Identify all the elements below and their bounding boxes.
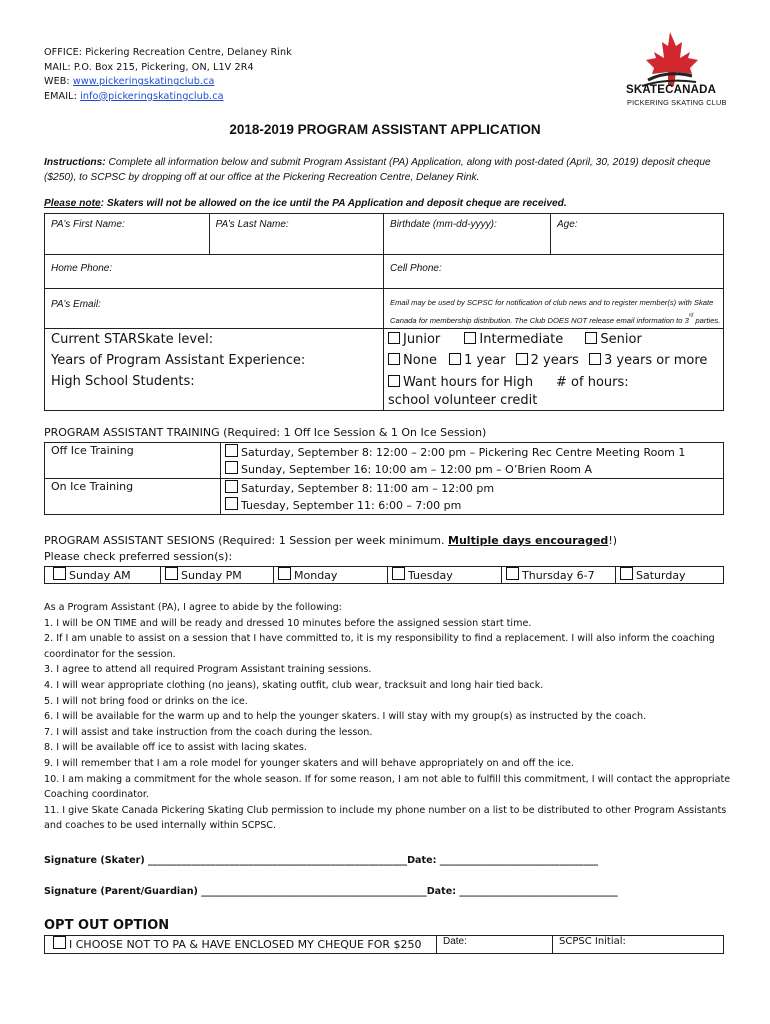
agreement-item: 10. I am making a commitment for the whole season. If for some reason, I am not able to fulfill this commitment, I will contact the appropriate Coaching coordinator. bbox=[44, 773, 731, 801]
birthdate-field[interactable] bbox=[384, 214, 551, 255]
opt-out-choice-label: I CHOOSE NOT TO PA & HAVE ENCLOSED MY CHEQUE FOR $250 bbox=[69, 938, 422, 951]
checkbox-icon[interactable] bbox=[620, 567, 633, 580]
training-heading: PROGRAM ASSISTANT TRAINING (Required: 1 Off Ice Session & 1 On Ice Session) bbox=[44, 426, 487, 439]
sessions-heading-end: !) bbox=[608, 534, 618, 547]
opt-out-initial-label: SCPSC Initial: bbox=[559, 936, 626, 947]
office-address: OFFICE: Pickering Recreation Centre, Delaney Rink bbox=[44, 47, 292, 58]
training-table bbox=[44, 442, 724, 515]
agreement-item: 2. If I am unable to assist on a session that I have committed to, it is my responsibility to find a replacement. I will also inform the coaching coordinator for the session. bbox=[44, 633, 715, 660]
session-tuesday[interactable] bbox=[388, 567, 502, 584]
checkbox-icon[interactable] bbox=[53, 936, 66, 949]
note bbox=[44, 198, 567, 209]
checkbox-icon[interactable] bbox=[516, 353, 528, 365]
experience-label: Years of Program Assistant Experience: bbox=[51, 353, 306, 368]
on-ice-label bbox=[45, 479, 221, 515]
opt-out-table bbox=[44, 935, 724, 954]
experience-options bbox=[388, 353, 723, 374]
option-label: Saturday, September 8: 12:00 – 2:00 pm – Pickering Rec Centre Meeting Room 1 bbox=[241, 446, 686, 459]
agreement-item: 8. I will be available off ice to assist with lacing skates. bbox=[44, 742, 307, 754]
checkbox-icon[interactable] bbox=[165, 567, 178, 580]
off-ice-option-2[interactable] bbox=[225, 461, 723, 478]
first-name-label: PA’s First Name: bbox=[51, 219, 125, 230]
skate-canada-wordmark: SKATECANADA bbox=[626, 84, 717, 96]
option-label: Tuesday, September 11: 6:00 – 7:00 pm bbox=[241, 499, 462, 512]
opt-out-initial-field[interactable] bbox=[553, 936, 724, 954]
opt-out-date-label: Date: bbox=[443, 936, 467, 947]
agreement-item: 6. I will be available for the warm up and to help the younger skaters. I will stay with my group(s) as instructed by the coach. bbox=[44, 711, 647, 723]
checkbox-icon[interactable] bbox=[225, 444, 238, 457]
starskate-option-junior[interactable] bbox=[388, 332, 440, 347]
off-ice-label bbox=[45, 443, 221, 479]
instructions-text: Complete all information below and submit Program Assistant (PA) Application, along with post-dated (April, 30, 2019) deposit cheque ($250), to SCPSC by dropping off at our office at the Pickering Recreation Centre, Delaney Rink. bbox=[44, 157, 711, 183]
experience-option-2-years[interactable] bbox=[516, 353, 579, 368]
sessions-heading-text: PROGRAM ASSISTANT SESIONS (Required: 1 Session per week minimum. bbox=[44, 534, 449, 547]
session-label: Sunday AM bbox=[69, 569, 131, 582]
starskate-level-label: Current STARSkate level: bbox=[51, 332, 214, 347]
page-title: 2018-2019 PROGRAM ASSISTANT APPLICATION bbox=[229, 122, 541, 137]
option-label: Senior bbox=[600, 332, 642, 347]
option-label: Saturday, September 8: 11:00 am – 12:00 pm bbox=[241, 482, 495, 495]
checkbox-icon[interactable] bbox=[506, 567, 519, 580]
hours-label: # of hours: bbox=[556, 375, 629, 390]
last-name-field[interactable] bbox=[209, 214, 384, 255]
first-name-field[interactable] bbox=[45, 214, 210, 255]
session-sunday-am[interactable] bbox=[45, 567, 161, 584]
sessions-subheading: Please check preferred session(s): bbox=[44, 550, 233, 563]
email-note-text: Email may be used by SCPSC for notification of club news and to register member(s) with Skate Canada for membership distribution. The Club DOES NOT release email information to 3 bbox=[390, 298, 714, 325]
checkbox-icon[interactable] bbox=[225, 461, 238, 474]
option-label: Sunday, September 16: 10:00 am – 12:00 pm – O’Brien Room A bbox=[241, 463, 593, 476]
levels-options-cell bbox=[384, 329, 724, 411]
option-label: Want hours for High school volunteer credit bbox=[388, 375, 538, 408]
checkbox-icon[interactable] bbox=[449, 353, 461, 365]
volunteer-credit-option[interactable] bbox=[388, 374, 538, 410]
session-thursday[interactable] bbox=[502, 567, 616, 584]
off-ice-label-text: Off Ice Training bbox=[51, 444, 134, 457]
levels-labels-cell bbox=[45, 329, 384, 411]
starskate-options bbox=[388, 332, 723, 353]
email-line bbox=[44, 90, 292, 105]
opt-out-choice[interactable] bbox=[45, 936, 437, 954]
experience-option-1-year[interactable] bbox=[449, 353, 505, 368]
email-note bbox=[384, 289, 724, 329]
email-label: EMAIL: bbox=[44, 90, 81, 102]
age-label: Age: bbox=[557, 219, 578, 230]
option-label: 1 year bbox=[464, 353, 506, 368]
opt-out-title: OPT OUT OPTION bbox=[44, 918, 170, 933]
agreement-intro: As a Program Assistant (PA), I agree to abide by the following: bbox=[44, 602, 342, 613]
checkbox-icon[interactable] bbox=[589, 353, 601, 365]
off-ice-options bbox=[221, 443, 724, 479]
opt-out-date-field[interactable] bbox=[437, 936, 553, 954]
agreement-item: 5. I will not bring food or drinks on the ice. bbox=[44, 695, 248, 707]
checkbox-icon[interactable] bbox=[388, 375, 400, 387]
web-line bbox=[44, 75, 292, 90]
session-label: Monday bbox=[294, 569, 338, 582]
note-label: Please note bbox=[44, 198, 101, 209]
age-field[interactable] bbox=[551, 214, 724, 255]
checkbox-icon[interactable] bbox=[585, 332, 597, 344]
agreement-list bbox=[44, 600, 734, 834]
cell-phone-field[interactable] bbox=[384, 255, 724, 289]
session-label: Tuesday bbox=[408, 569, 453, 582]
agreement-item: 9. I will remember that I am a role model for younger skaters and will behave appropriately on and off the ice. bbox=[44, 757, 574, 769]
off-ice-option-1[interactable] bbox=[225, 444, 723, 461]
sessions-table bbox=[44, 566, 724, 584]
club-name: PICKERING SKATING CLUB bbox=[627, 98, 727, 107]
agreement-item: 4. I will wear appropriate clothing (no jeans), skating outfit, club wear, tracksuit and long hair tied back. bbox=[44, 679, 544, 691]
cell-phone-label: Cell Phone: bbox=[390, 263, 442, 274]
checkbox-icon[interactable] bbox=[464, 332, 476, 344]
applicant-form bbox=[44, 213, 724, 411]
website-link[interactable]: www.pickeringskatingclub.ca bbox=[72, 76, 215, 88]
highschool-row bbox=[388, 374, 723, 410]
on-ice-option-2[interactable] bbox=[225, 497, 723, 514]
email-field[interactable] bbox=[45, 289, 384, 329]
on-ice-label-text: On Ice Training bbox=[51, 480, 134, 493]
checkbox-icon[interactable] bbox=[53, 567, 66, 580]
instructions bbox=[44, 155, 734, 185]
session-saturday[interactable] bbox=[616, 567, 724, 584]
option-label: None bbox=[403, 353, 437, 368]
note-text: : Skaters will not be allowed on the ice until the PA Application and deposit cheque are received. bbox=[100, 198, 567, 209]
web-label: WEB: bbox=[44, 76, 73, 88]
signature-parent-line[interactable]: Signature (Parent/Guardian) _______________________________________________Date: _________________________________ bbox=[44, 886, 618, 897]
home-phone-field[interactable] bbox=[45, 255, 384, 289]
email-note-end: parties. bbox=[693, 316, 721, 325]
on-ice-options bbox=[221, 479, 724, 515]
on-ice-option-1[interactable] bbox=[225, 480, 723, 497]
checkbox-icon[interactable] bbox=[225, 497, 238, 510]
starskate-option-intermediate[interactable] bbox=[464, 332, 563, 347]
agreement-item: 11. I give Skate Canada Pickering Skating Club permission to include my phone number on a list to be distributed to other Program Assistants and coaches to be used internally within SCPSC. bbox=[44, 804, 727, 832]
instructions-label: Instructions: bbox=[44, 157, 106, 168]
checkbox-icon[interactable] bbox=[388, 353, 400, 365]
option-label: 2 years bbox=[530, 353, 579, 368]
email-field-label: PA’s Email: bbox=[51, 299, 101, 310]
highschool-label: High School Students: bbox=[51, 374, 195, 389]
checkbox-icon[interactable] bbox=[278, 567, 291, 580]
agreement-item: 1. I will be ON TIME and will be ready and dressed 10 minutes before the assigned session start time. bbox=[44, 617, 532, 629]
session-label: Saturday bbox=[636, 569, 686, 582]
starskate-option-senior[interactable] bbox=[585, 332, 641, 347]
session-monday[interactable] bbox=[274, 567, 388, 584]
maple-leaf-logo-icon bbox=[618, 28, 718, 108]
checkbox-icon[interactable] bbox=[225, 480, 238, 493]
session-label: Thursday 6-7 bbox=[522, 569, 595, 582]
checkbox-icon[interactable] bbox=[388, 332, 400, 344]
session-label: Sunday PM bbox=[181, 569, 242, 582]
mail-address: MAIL: P.O. Box 215, Pickering, ON, L1V 2R4 bbox=[44, 61, 254, 73]
option-label: Junior bbox=[403, 332, 441, 347]
agreement-item: 7. I will assist and take instruction from the coach during the lesson. bbox=[44, 726, 373, 738]
sessions-heading-emphasis: Multiple days encouraged bbox=[448, 534, 609, 547]
session-sunday-pm[interactable] bbox=[161, 567, 274, 584]
experience-option-3-years[interactable] bbox=[589, 353, 707, 368]
sessions-heading bbox=[44, 534, 617, 547]
option-label: Intermediate bbox=[479, 332, 564, 347]
signature-skater-line[interactable]: Signature (Skater) ______________________________________________________Date: _________________________________ bbox=[44, 855, 599, 866]
agreement-item: 3. I agree to attend all required Program Assistant training sessions. bbox=[44, 664, 372, 676]
email-link[interactable]: info@pickeringskatingclub.ca bbox=[80, 90, 224, 102]
experience-option-none[interactable] bbox=[388, 353, 437, 368]
office-info bbox=[44, 46, 292, 104]
option-label: 3 years or more bbox=[603, 353, 708, 368]
home-phone-label: Home Phone: bbox=[51, 263, 113, 274]
last-name-label: PA’s Last Name: bbox=[215, 219, 289, 230]
email-note-sup: rd bbox=[688, 312, 694, 319]
checkbox-icon[interactable] bbox=[392, 567, 405, 580]
birthdate-label: Birthdate (mm-dd-yyyy): bbox=[390, 219, 497, 230]
